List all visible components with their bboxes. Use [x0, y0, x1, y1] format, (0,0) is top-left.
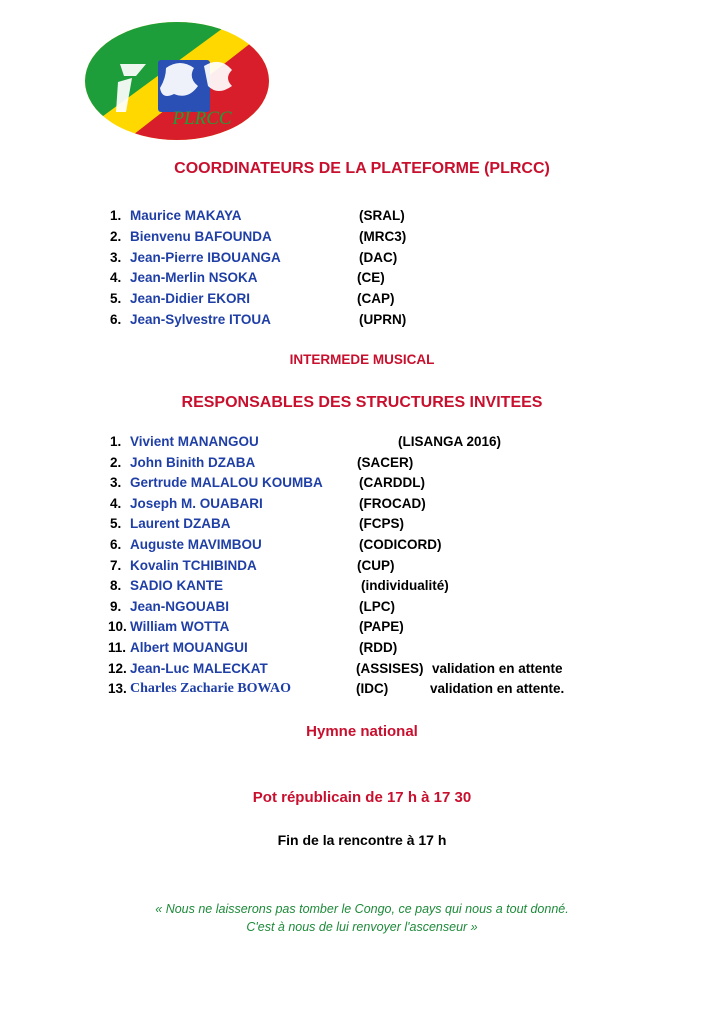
- person-name: Bienvenu BAFOUNDA: [130, 228, 272, 244]
- musical-interlude: INTERMEDE MUSICAL: [289, 352, 435, 367]
- section-invited-title: RESPONSABLES DES STRUCTURES INVITEES: [181, 394, 543, 411]
- organization: (LPC): [359, 598, 395, 614]
- list-item: [0, 205, 724, 226]
- item-number: 12.: [108, 660, 127, 676]
- organization: (SACER): [357, 454, 414, 470]
- validation-note: validation en attente: [432, 660, 563, 676]
- list-item: [0, 616, 724, 637]
- person-name: Laurent DZABA: [130, 516, 231, 532]
- item-number: 8.: [110, 578, 122, 594]
- list-item: [0, 267, 724, 288]
- organization: (DAC): [359, 249, 398, 265]
- closing-quote: [0, 900, 724, 936]
- item-number: 4.: [110, 270, 122, 286]
- list-item: [0, 452, 724, 473]
- item-number: 6.: [110, 537, 122, 552]
- list-item: [0, 309, 724, 330]
- person-name: Auguste MAVIMBOU: [130, 537, 262, 552]
- organization: (MRC3): [359, 228, 407, 244]
- list-item: [0, 596, 724, 617]
- person-name: Vivient MANANGOU: [130, 434, 259, 449]
- person-name: John Binith DZABA: [130, 454, 256, 470]
- person-name: SADIO KANTE: [130, 578, 224, 594]
- organization: (ASSISES): [356, 660, 424, 676]
- person-name: Jean-Didier EKORI: [130, 291, 251, 307]
- meeting-end: Fin de la rencontre à 17 h: [277, 832, 447, 848]
- list-item: [0, 472, 724, 493]
- item-number: 7.: [110, 557, 122, 573]
- person-name: Jean-Luc MALECKAT: [130, 660, 268, 676]
- item-number: 11.: [108, 640, 127, 655]
- reception-time: Pot républicain de 17 h à 17 30: [252, 789, 472, 806]
- person-name: Joseph M. OUABARI: [130, 495, 263, 511]
- list-item: [0, 534, 724, 555]
- item-number: 1.: [110, 434, 122, 449]
- person-name: Maurice MAKAYA: [130, 208, 242, 223]
- list-item: [0, 288, 724, 309]
- item-number: 5.: [110, 291, 122, 307]
- list-item: [0, 637, 724, 658]
- quote-line-1: « Nous ne laisserons pas tomber le Congo, ce pays qui nous a tout donné.: [155, 902, 569, 916]
- person-name: Albert MOUANGUI: [130, 640, 248, 655]
- organization: (PAPE): [359, 619, 404, 635]
- item-number: 10.: [108, 619, 127, 635]
- organization: (RDD): [359, 640, 398, 655]
- item-number: 5.: [110, 516, 122, 532]
- person-name: Gertrude MALALOU KOUMBA: [130, 475, 323, 491]
- item-number: 2.: [110, 228, 122, 244]
- organization: (LISANGA 2016): [398, 434, 502, 449]
- list-item: [0, 226, 724, 247]
- organization: (CAP): [357, 291, 395, 307]
- national-anthem: Hymne national: [306, 723, 418, 740]
- organization: (CARDDL): [359, 475, 425, 491]
- list-item: [0, 513, 724, 534]
- section-coordinators-title: COORDINATEURS DE LA PLATEFORME (PLRCC): [174, 160, 550, 177]
- item-number: 6.: [110, 312, 122, 327]
- list-item: [0, 431, 724, 452]
- person-name: William WOTTA: [130, 619, 230, 635]
- organization: (FCPS): [359, 516, 404, 532]
- person-name: Kovalin TCHIBINDA: [130, 557, 257, 573]
- organization: (CE): [357, 270, 385, 286]
- quote-line-2: C'est à nous de lui renvoyer l'ascenseur »: [246, 920, 478, 934]
- item-number: 13.: [108, 681, 127, 697]
- list-item: [0, 678, 724, 699]
- organization: (IDC): [356, 681, 389, 697]
- person-name: Jean-Pierre IBOUANGA: [130, 249, 281, 265]
- list-item: [0, 247, 724, 268]
- organization: (SRAL): [359, 208, 405, 223]
- item-number: 1.: [110, 208, 122, 223]
- person-name: Jean-Merlin NSOKA: [130, 270, 258, 286]
- item-number: 3.: [110, 249, 122, 265]
- list-item: [0, 493, 724, 514]
- list-item: [0, 658, 724, 679]
- list-item: [0, 555, 724, 576]
- person-name: Charles Zacharie BOWAO: [130, 681, 291, 697]
- list-item: [0, 575, 724, 596]
- item-number: 9.: [110, 598, 122, 614]
- person-name: Jean-NGOUABI: [130, 598, 230, 614]
- item-number: 4.: [110, 495, 122, 511]
- plrcc-logo: [84, 20, 270, 142]
- validation-note: validation en attente.: [430, 681, 565, 697]
- person-name: Jean-Sylvestre ITOUA: [130, 312, 271, 327]
- organization: (CUP): [357, 557, 395, 573]
- organization: (FROCAD): [359, 495, 426, 511]
- item-number: 3.: [110, 475, 122, 491]
- item-number: 2.: [110, 454, 122, 470]
- organization: (individualité): [361, 578, 449, 594]
- logo-text: PLRCC: [172, 108, 232, 129]
- organization: (UPRN): [359, 312, 407, 327]
- organization: (CODICORD): [359, 537, 442, 552]
